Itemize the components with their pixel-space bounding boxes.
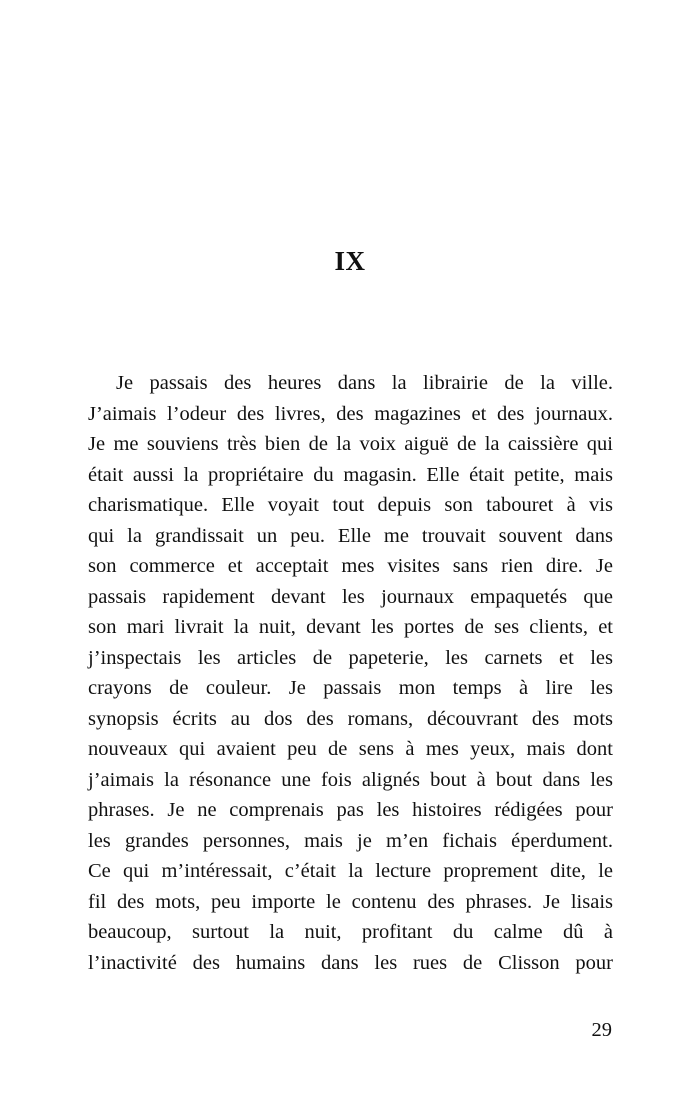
text-line: charismatique. Elle voyait tout depuis son tabouret à vis <box>88 494 613 516</box>
text-line: j’inspectais les articles de papeterie, les carnets et les <box>88 646 613 669</box>
text-line: Je passais des heures dans la librairie de la ville. <box>116 372 613 394</box>
text-line: j’aimais la résonance une fois alignés bout à bout dans les <box>88 768 613 791</box>
text-line: J’aimais l’odeur des livres, des magazines et des journaux. <box>88 402 613 425</box>
text-line: son commerce et acceptait mes visites sans rien dire. Je <box>88 555 613 577</box>
text-line: Je me souviens très bien de la voix aiguë de la caissière qui <box>88 433 613 455</box>
text-line: fil des mots, peu importe le contenu des phrases. Je lisais <box>88 890 613 913</box>
text-line: l’inactivité des humains dans les rues de Clisson pour <box>88 951 613 974</box>
text-line: beaucoup, surtout la nuit, profitant du calme dû à <box>88 921 613 943</box>
text-line: synopsis écrits au dos des romans, découvrant des mots <box>88 707 613 730</box>
page-number: 29 <box>591 1019 612 1041</box>
text-line: nouveaux qui avaient peu de sens à mes yeux, mais dont <box>88 738 613 760</box>
text-line: crayons de couleur. Je passais mon temps à lire les <box>88 677 613 699</box>
text-line: qui la grandissait un peu. Elle me trouvait souvent dans <box>88 524 613 547</box>
text-line: était aussi la propriétaire du magasin. Elle était petite, mais <box>88 463 613 486</box>
body-paragraph <box>88 368 613 978</box>
text-line: passais rapidement devant les journaux empaquetés que <box>88 585 613 608</box>
chapter-title: IX <box>334 246 366 276</box>
text-line: Ce qui m’intéressait, c’était la lecture proprement dite, le <box>88 860 613 882</box>
text-line: phrases. Je ne comprenais pas les histoires rédigées pour <box>88 799 613 821</box>
text-line: les grandes personnes, mais je m’en fichais éperdument. <box>88 829 613 852</box>
text-line: son mari livrait la nuit, devant les portes de ses clients, et <box>88 616 613 638</box>
